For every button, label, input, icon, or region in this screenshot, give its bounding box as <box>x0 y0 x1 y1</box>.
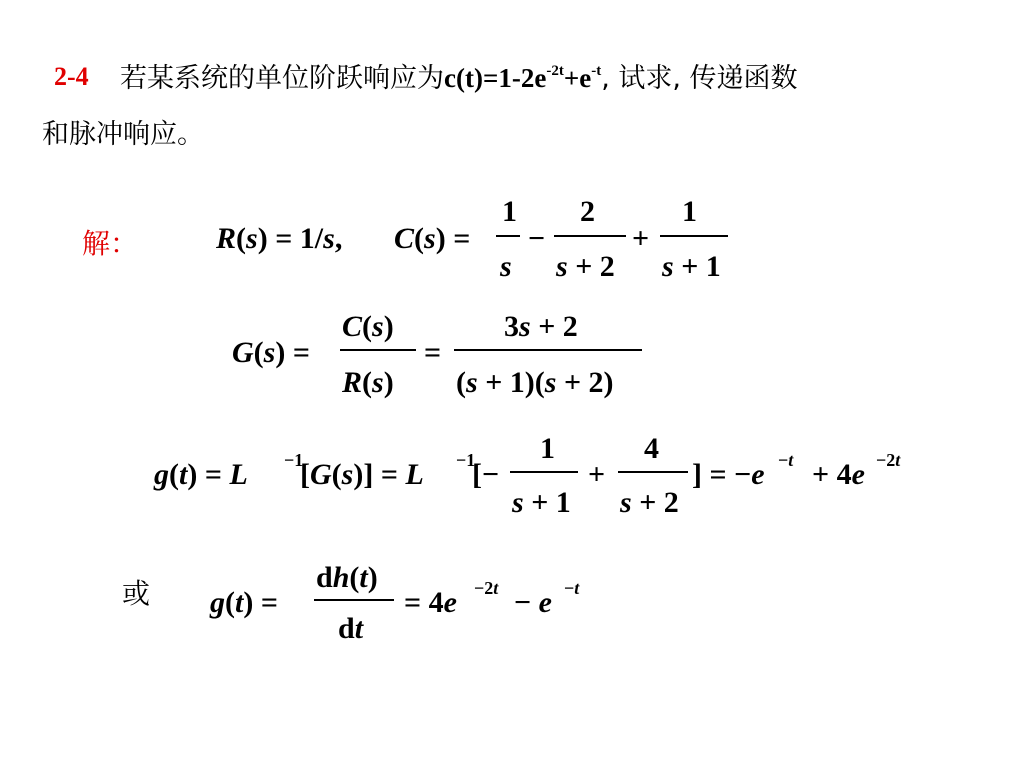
equation-laplace-inputs <box>215 195 728 283</box>
solution-label: 解： <box>82 227 139 260</box>
equation-impulse-response-derivative <box>209 561 580 645</box>
svg-text:g(t) = L: g(t) = L <box>154 458 248 491</box>
svg-text:−2t: −2t <box>474 578 499 598</box>
svg-text:=: = <box>424 336 442 369</box>
formula-exponent-1: -2t <box>546 63 564 79</box>
svg-text:−t: −t <box>564 578 580 598</box>
svg-text:G(s) =: G(s) = <box>232 336 310 369</box>
svg-text:s + 2: s + 2 <box>556 250 615 283</box>
svg-text:s + 2: s + 2 <box>620 486 679 519</box>
statement-prefix: 若某系统的单位阶跃响应为 <box>120 63 444 94</box>
svg-text:= 4e: = 4e <box>404 586 457 619</box>
svg-text:4: 4 <box>644 432 659 465</box>
svg-text:[−: [− <box>472 458 500 491</box>
svg-text:−t: −t <box>778 450 794 470</box>
svg-text:1: 1 <box>682 195 697 228</box>
svg-text:−1: −1 <box>284 450 304 470</box>
svg-text:3s + 2: 3s + 2 <box>504 310 578 343</box>
svg-text:s: s <box>500 250 512 283</box>
svg-text:+: + <box>588 458 606 491</box>
formula-mid: +e <box>563 63 592 93</box>
svg-text:−1: −1 <box>456 450 476 470</box>
svg-text:g(t) =: g(t) = <box>210 586 278 619</box>
svg-text:s + 1: s + 1 <box>662 250 721 283</box>
alternative-label: 或 <box>122 577 151 610</box>
svg-text:− e: − e <box>514 586 552 619</box>
svg-text:+ 4e: + 4e <box>812 458 865 491</box>
svg-text:[G(s)] = L: [G(s)] = L <box>300 458 424 491</box>
equation-transfer-function <box>232 310 642 399</box>
svg-text:C(s) =: C(s) = <box>394 222 471 255</box>
svg-text:+: + <box>632 222 650 255</box>
formula-base: c(t)=1-2e <box>444 63 547 93</box>
statement-suffix: , 试求, 传递函数 <box>601 63 798 94</box>
svg-text:(s + 1)(s + 2): (s + 1)(s + 2) <box>456 366 614 399</box>
svg-text:] = −e: ] = −e <box>692 458 765 491</box>
svg-text:R(s): R(s) <box>342 366 394 399</box>
svg-text:1: 1 <box>502 195 517 228</box>
svg-text:s + 1: s + 1 <box>512 486 571 519</box>
svg-text:dh(t): dh(t) <box>316 561 378 594</box>
svg-text:C(s): C(s) <box>342 310 394 343</box>
formula-exponent-2: -t <box>591 63 602 79</box>
equation-impulse-response <box>153 432 901 519</box>
svg-text:dt: dt <box>338 612 364 645</box>
problem-number: 2-4 <box>54 62 89 91</box>
svg-text:R(s) = 1/s,: R(s) = 1/s, <box>216 222 343 255</box>
svg-text:1: 1 <box>540 432 555 465</box>
svg-text:−2t: −2t <box>876 450 901 470</box>
problem-statement-line2: 和脉冲响应。 <box>42 119 204 150</box>
svg-text:2: 2 <box>580 195 595 228</box>
svg-text:−: − <box>528 222 546 255</box>
